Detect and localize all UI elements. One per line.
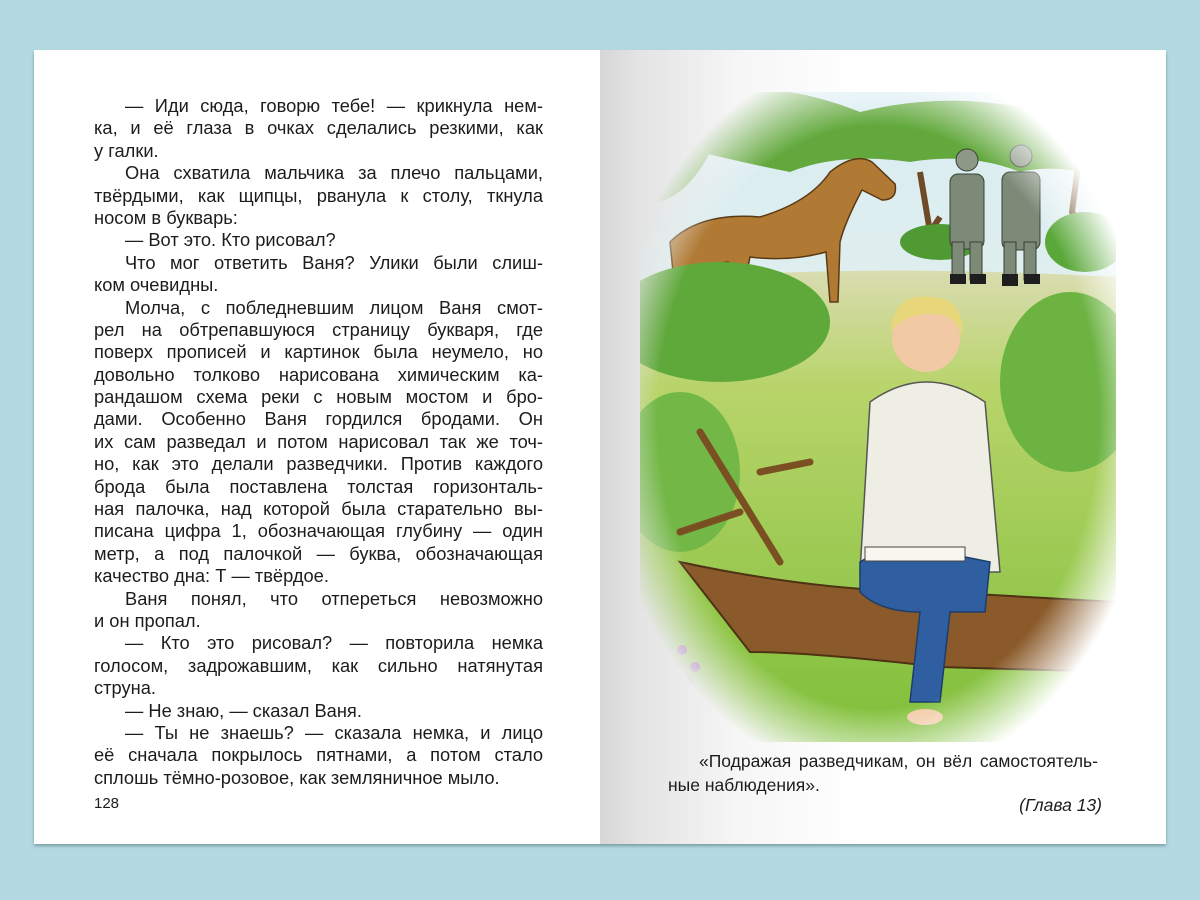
text-line: голосом, задрожавшим, как сильно натянутая: [94, 654, 543, 676]
text-line: у галки.: [94, 139, 159, 161]
text-line: довольно толково нарисована химическим ка-: [94, 363, 543, 385]
page-number: 128: [94, 795, 120, 812]
book-spread: [34, 50, 1166, 844]
text-line: метр, а под палочкой — буква, обозначающая: [94, 542, 543, 564]
illustration-image: [640, 92, 1116, 742]
text-line: Она схватила мальчика за плечо пальцами,: [125, 162, 543, 184]
text-line: сплошь тёмно-розовое, как земляничное мыло.: [94, 766, 500, 788]
text-line: их сам разведал и потом нарисовал так же точ-: [94, 430, 543, 452]
illustration-caption: [668, 749, 1098, 797]
text-line: ка, и её глаза в очках сделались резкими, как: [94, 117, 543, 139]
text-line: — Кто это рисовал? — повторила немка: [125, 632, 543, 654]
text-line: — Не знаю, — сказал Ваня.: [125, 699, 362, 721]
text-line: качество дна: Т — твёрдое.: [94, 565, 329, 587]
text-line: носом в букварь:: [94, 206, 238, 228]
body-text: [94, 95, 543, 789]
text-line: и он пропал.: [94, 609, 201, 631]
text-line: — Вот это. Кто рисовал?: [125, 229, 336, 251]
left-page: [34, 50, 600, 844]
text-line: её сначала покрылось пятнами, а потом стало: [94, 744, 543, 766]
text-line: — Иди сюда, говорю тебе! — крикнула нем-: [125, 95, 543, 116]
text-line: писана цифра 1, обозначающая глубину — один: [94, 520, 543, 542]
text-line: твёрдыми, как щипцы, рванула к столу, ткнула: [94, 184, 543, 206]
chapter-reference: (Глава 13): [1019, 795, 1102, 815]
text-line: ная палочка, над которой была старательно вы-: [94, 498, 543, 520]
illustration-boy-on-log: [640, 92, 1116, 742]
text-line: Молча, с побледневшим лицом Ваня смот-: [125, 296, 543, 318]
text-line: ные наблюдения».: [668, 775, 820, 795]
text-line: струна.: [94, 677, 156, 699]
text-line: Что мог ответить Ваня? Улики были слиш-: [125, 251, 543, 273]
text-line: — Ты не знаешь? — сказала немка, и лицо: [125, 721, 543, 743]
text-line: Ваня понял, что отпереться невозможно: [125, 587, 543, 609]
text-line: поверх прописей и картинок была неумело, но: [94, 341, 543, 363]
text-line: брода была поставлена толстая горизонталь-: [94, 475, 543, 497]
text-line: рел на обтрепавшуюся страницу букваря, где: [94, 318, 543, 340]
text-line: «Подражая разведчикам, он вёл самостоятель-: [699, 751, 1098, 771]
text-line: рандашом схема реки с новым мостом и бро-: [94, 386, 543, 408]
text-line: ком очевидны.: [94, 274, 219, 296]
text-line: но, как это делали разведчики. Против каждого: [94, 453, 543, 475]
text-line: дами. Особенно Ваня гордился бродами. Он: [94, 408, 543, 430]
